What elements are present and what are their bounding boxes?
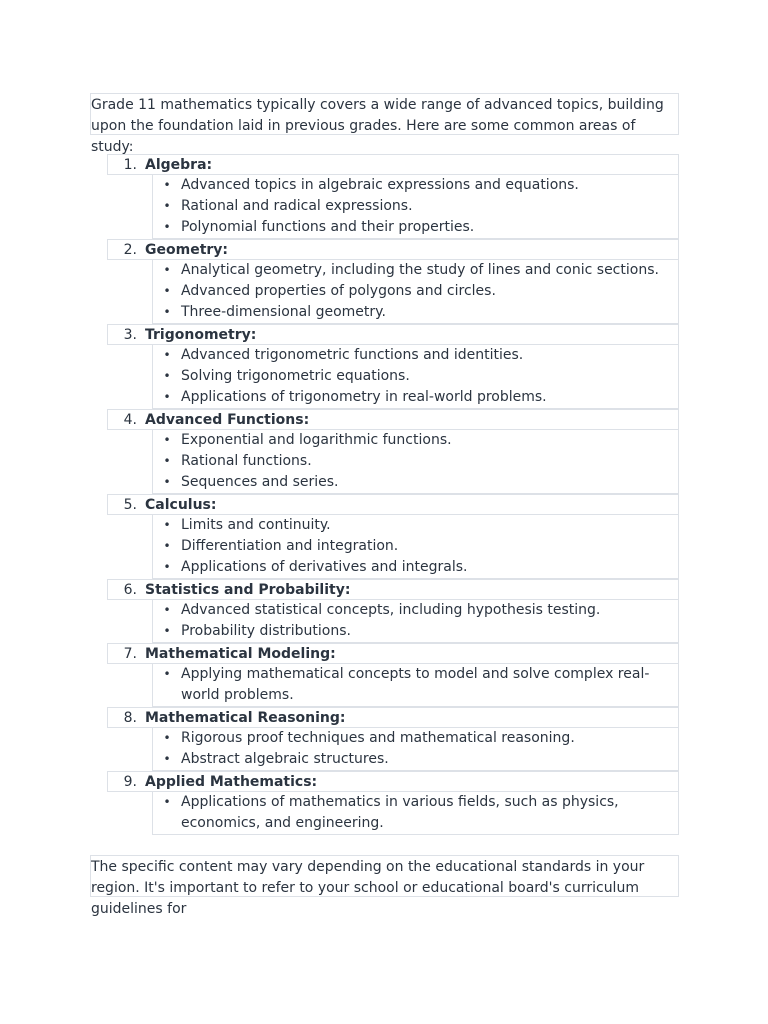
bullet-icon: • xyxy=(163,390,171,404)
topic-title: Statistics and Probability: xyxy=(145,581,351,598)
topic-item xyxy=(90,643,679,707)
topic-heading xyxy=(107,154,679,175)
bullet-icon: • xyxy=(163,433,171,447)
subtopic-text: Exponential and logarithmic functions. xyxy=(181,432,452,448)
subtopic-text: Solving trigonometric equations. xyxy=(181,368,410,384)
subtopic-item xyxy=(153,600,678,621)
topic-heading xyxy=(107,579,679,600)
subtopic-item xyxy=(153,621,678,642)
topic-list xyxy=(90,154,679,835)
subtopic-text: Probability distributions. xyxy=(181,623,351,639)
subtopic-item xyxy=(153,451,678,472)
subtopic-text: Sequences and series. xyxy=(181,474,339,490)
subtopic-text: Advanced properties of polygons and circles. xyxy=(181,283,496,299)
subtopic-text: Rational and radical expressions. xyxy=(181,198,413,214)
topic-title: Algebra: xyxy=(145,156,213,173)
document xyxy=(90,93,679,917)
bullet-icon: • xyxy=(163,539,171,553)
topic-number: 3. xyxy=(123,326,137,343)
bullet-icon: • xyxy=(163,220,171,234)
topic-heading xyxy=(107,771,679,792)
topic-title: Mathematical Reasoning: xyxy=(145,709,346,726)
subtopic-list xyxy=(152,430,679,494)
topic-number: 7. xyxy=(123,645,137,662)
topic-number: 5. xyxy=(123,496,137,513)
subtopic-item xyxy=(153,792,678,834)
bullet-icon: • xyxy=(163,475,171,489)
topic-heading xyxy=(107,324,679,345)
topic-number: 1. xyxy=(123,156,137,173)
subtopic-text: Advanced statistical concepts, including hypothesis testing. xyxy=(181,602,601,618)
subtopic-item xyxy=(153,366,678,387)
topic-title: Applied Mathematics: xyxy=(145,773,318,790)
subtopic-text: Differentiation and integration. xyxy=(181,538,399,554)
topic-title: Mathematical Modeling: xyxy=(145,645,336,662)
intro-paragraph: Grade 11 mathematics typically covers a wide range of advanced topics, building upon the foundation laid in previous grades. Here are some common areas of study: xyxy=(90,93,679,135)
subtopic-text: Abstract algebraic structures. xyxy=(181,751,389,767)
subtopic-item xyxy=(153,302,678,323)
topic-heading xyxy=(107,494,679,515)
bullet-icon: • xyxy=(163,731,171,745)
topic-number: 6. xyxy=(123,581,137,598)
bullet-icon: • xyxy=(163,369,171,383)
closing-paragraph: The specific content may vary depending on the educational standards in your region. It's important to refer to your school or educational board's curriculum guidelines for xyxy=(90,855,679,897)
subtopic-text: Applications of trigonometry in real-world problems. xyxy=(181,389,547,405)
topic-item xyxy=(90,239,679,324)
topic-item xyxy=(90,707,679,771)
subtopic-item xyxy=(153,260,678,281)
topic-title: Trigonometry: xyxy=(145,326,257,343)
subtopic-item xyxy=(153,175,678,196)
bullet-icon: • xyxy=(163,348,171,362)
subtopic-text: Three-dimensional geometry. xyxy=(181,304,386,320)
bullet-icon: • xyxy=(163,454,171,468)
subtopic-item xyxy=(153,515,678,536)
topic-heading xyxy=(107,707,679,728)
topic-heading xyxy=(107,643,679,664)
subtopic-item xyxy=(153,196,678,217)
subtopic-list xyxy=(152,345,679,409)
bullet-icon: • xyxy=(163,178,171,192)
subtopic-text: Analytical geometry, including the study of lines and conic sections. xyxy=(181,262,659,278)
topic-heading xyxy=(107,239,679,260)
topic-number: 8. xyxy=(123,709,137,726)
topic-number: 4. xyxy=(123,411,137,428)
subtopic-list xyxy=(152,792,679,835)
topic-number: 9. xyxy=(123,773,137,790)
subtopic-list xyxy=(152,664,679,707)
topic-title: Advanced Functions: xyxy=(145,411,310,428)
subtopic-text: Applications of mathematics in various fields, such as physics, economics, and engineering. xyxy=(181,794,619,831)
subtopic-item xyxy=(153,430,678,451)
topic-title: Calculus: xyxy=(145,496,217,513)
subtopic-item xyxy=(153,281,678,302)
topic-item xyxy=(90,324,679,409)
topic-item xyxy=(90,409,679,494)
subtopic-item xyxy=(153,536,678,557)
subtopic-text: Advanced topics in algebraic expressions and equations. xyxy=(181,177,579,193)
subtopic-text: Applying mathematical concepts to model and solve complex real-world problems. xyxy=(181,666,650,703)
subtopic-item xyxy=(153,664,678,706)
topic-item xyxy=(90,154,679,239)
bullet-icon: • xyxy=(163,305,171,319)
subtopic-list xyxy=(152,260,679,324)
subtopic-text: Advanced trigonometric functions and identities. xyxy=(181,347,524,363)
bullet-icon: • xyxy=(163,284,171,298)
subtopic-list xyxy=(152,175,679,239)
bullet-icon: • xyxy=(163,795,171,809)
subtopic-item xyxy=(153,557,678,578)
topic-title: Geometry: xyxy=(145,241,229,258)
subtopic-item xyxy=(153,749,678,770)
subtopic-item xyxy=(153,217,678,238)
subtopic-text: Rigorous proof techniques and mathematical reasoning. xyxy=(181,730,575,746)
subtopic-text: Polynomial functions and their properties. xyxy=(181,219,475,235)
bullet-icon: • xyxy=(163,752,171,766)
subtopic-item xyxy=(153,472,678,493)
bullet-icon: • xyxy=(163,263,171,277)
bullet-icon: • xyxy=(163,624,171,638)
topic-number: 2. xyxy=(123,241,137,258)
subtopic-item xyxy=(153,345,678,366)
topic-item xyxy=(90,494,679,579)
bullet-icon: • xyxy=(163,603,171,617)
subtopic-list xyxy=(152,515,679,579)
bullet-icon: • xyxy=(163,199,171,213)
subtopic-list xyxy=(152,728,679,771)
bullet-icon: • xyxy=(163,518,171,532)
subtopic-list xyxy=(152,600,679,643)
subtopic-item xyxy=(153,387,678,408)
subtopic-item xyxy=(153,728,678,749)
bullet-icon: • xyxy=(163,560,171,574)
bullet-icon: • xyxy=(163,667,171,681)
topic-item xyxy=(90,771,679,835)
topic-item xyxy=(90,579,679,643)
topic-heading xyxy=(107,409,679,430)
subtopic-text: Applications of derivatives and integrals. xyxy=(181,559,468,575)
subtopic-text: Rational functions. xyxy=(181,453,312,469)
subtopic-text: Limits and continuity. xyxy=(181,517,331,533)
